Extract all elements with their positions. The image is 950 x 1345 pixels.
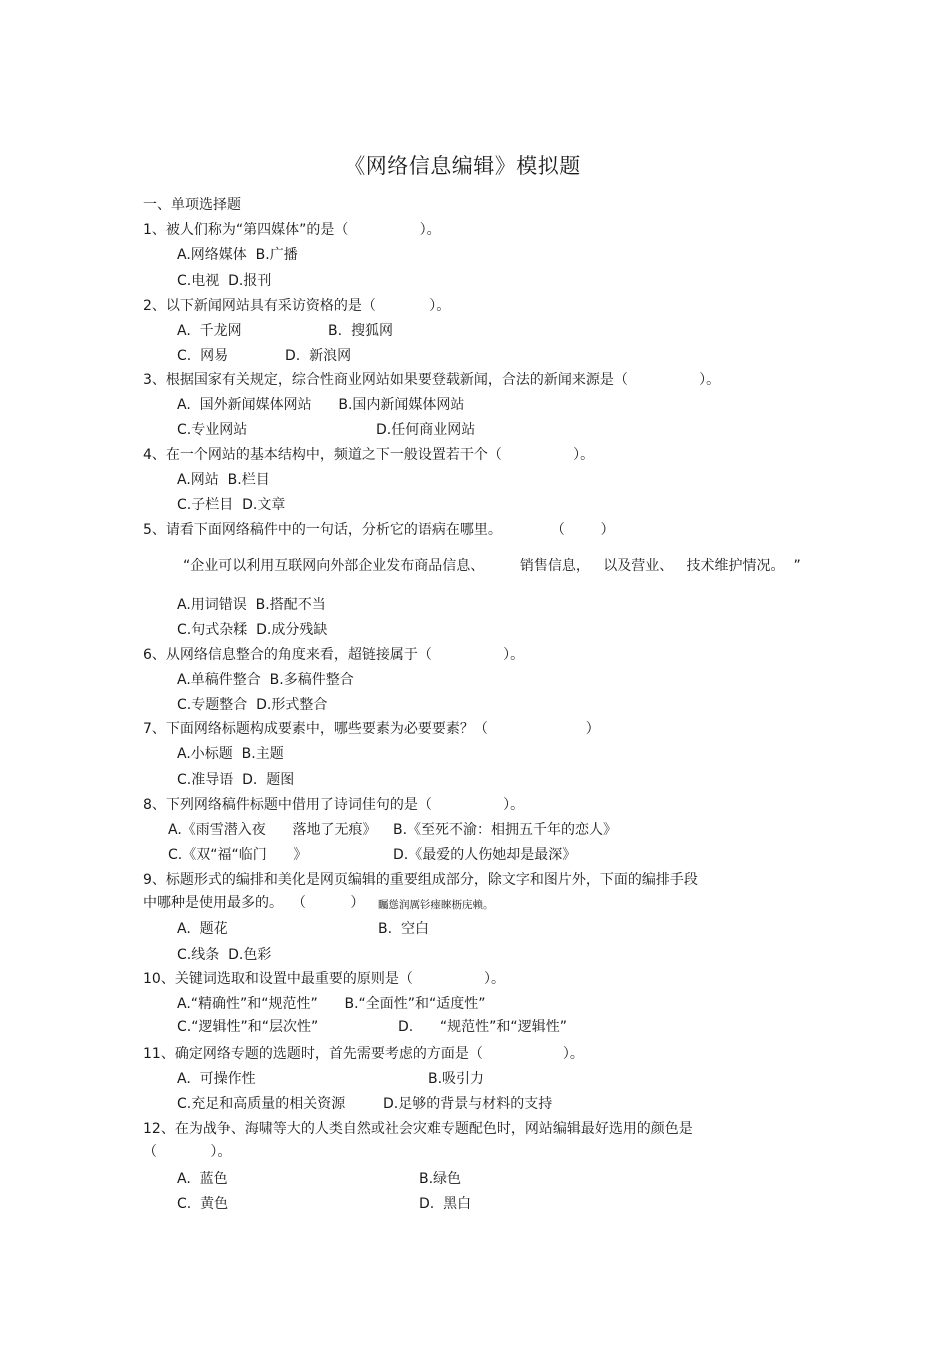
question-11-option-d: D.足够的背景与材料的支持 [383,1096,553,1112]
question-9-garbled-text: 矚慫润厲钐瘗睞枥庑赖。 [378,899,494,911]
question-3-options-ab: A. 国外新闻媒体网站 B.国内新闻媒体网站 [177,397,465,413]
question-11-stem: 11、确定网络专题的选题时，首先需要考虑的方面是（ ）。 [143,1046,584,1062]
question-8-option-d: D.《最爱的人伤她却是最深》 [393,847,577,863]
question-6-options-ab: A.单稿件整合 B.多稿件整合 [177,672,354,688]
question-2-option-d: D. 新浪网 [285,348,352,364]
question-4-stem: 4、在一个网站的基本结构中，频道之下一般设置若干个（ ）。 [143,447,595,463]
question-12-option-b: B.绿色 [419,1171,462,1187]
question-12-option-c: C. 黄色 [177,1196,229,1212]
question-5-quote: “企业可以利用互联网向外部企业发布商品信息、 销售信息， 以及营业、 技术维护情况。 ” [183,558,801,574]
question-12-stem-line1: 12、在为战争、海啸等大的人类自然或社会灾难专题配色时，网站编辑最好选用的颜色是 [143,1121,693,1137]
question-2-option-c: C. 网易 [177,348,229,364]
question-8-option-c: C.《双“福“临门 》 [168,847,308,863]
question-10-stem: 10、关键词选取和设置中最重要的原则是（ ）。 [143,971,506,987]
question-3-stem: 3、根据国家有关规定，综合性商业网站如果要登载新闻，合法的新闻来源是（ ）。 [143,372,721,388]
page-title: 《网络信息编辑》模拟题 [344,154,581,178]
question-11-option-c: C.充足和高质量的相关资源 [177,1096,346,1112]
question-9-options-cd: C.线条 D.色彩 [177,947,272,963]
question-2-option-a: A. 千龙网 [177,323,242,339]
question-5-stem: 5、请看下面网络稿件中的一句话，分析它的语病在哪里。 （ ） [143,522,615,538]
question-8-stem: 8、下列网络稿件标题中借用了诗词佳句的是（ ）。 [143,797,525,813]
question-9-stem-line2: 中哪种是使用最多的。 （ ） [143,895,365,911]
question-3-option-d: D.任何商业网站 [376,422,476,438]
question-12-stem-line2: （ ）。 [143,1144,232,1160]
question-10-option-d: D. “规范性”和“逻辑性” [398,1019,567,1035]
question-6-stem: 6、从网络信息整合的角度来看，超链接属于（ ）。 [143,647,525,663]
question-9-option-a: A. 题花 [177,921,228,937]
question-12-option-a: A. 蓝色 [177,1171,228,1187]
question-9-stem-line1: 9、标题形式的编排和美化是网页编辑的重要组成部分，除文字和图片外，下面的编排手段 [143,872,698,888]
section-heading: 一、单项选择题 [143,197,241,213]
question-5-options-cd: C.句式杂糅 D.成分残缺 [177,622,328,638]
question-7-stem: 7、下面网络标题构成要素中，哪些要素为必要要素？（ ） [143,721,600,737]
question-11-option-b: B.吸引力 [428,1071,485,1087]
question-11-option-a: A. 可操作性 [177,1071,256,1087]
question-10-option-c: C.“逻辑性”和“层次性” [177,1019,319,1035]
question-1-options-cd: C.电视 D.报刊 [177,273,272,289]
question-1-options-ab: A.网络媒体 B.广播 [177,247,298,263]
question-8-option-a: A.《雨雪潜入夜 落地了无痕》 [168,822,377,838]
question-7-options-cd: C.准导语 D. 题图 [177,772,295,788]
question-1-stem: 1、被人们称为“第四媒体”的是（ ）。 [143,222,441,238]
question-2-option-b: B. 搜狐网 [328,323,393,339]
question-10-options-ab: A.“精确性”和“规范性” B.“全面性”和“适度性” [177,996,486,1012]
question-3-option-c: C.专业网站 [177,422,248,438]
question-2-stem: 2、以下新闻网站具有采访资格的是（ ）。 [143,298,451,314]
question-8-option-b: B.《至死不渝：相拥五千年的恋人》 [393,822,618,838]
question-12-option-d: D. 黑白 [419,1196,472,1212]
question-7-options-ab: A.小标题 B.主题 [177,746,284,762]
question-5-options-ab: A.用词错误 B.搭配不当 [177,597,326,613]
question-9-option-b: B. 空白 [378,921,429,937]
question-4-options-ab: A.网站 B.栏目 [177,472,270,488]
question-6-options-cd: C.专题整合 D.形式整合 [177,697,328,713]
question-4-options-cd: C.子栏目 D.文章 [177,497,286,513]
